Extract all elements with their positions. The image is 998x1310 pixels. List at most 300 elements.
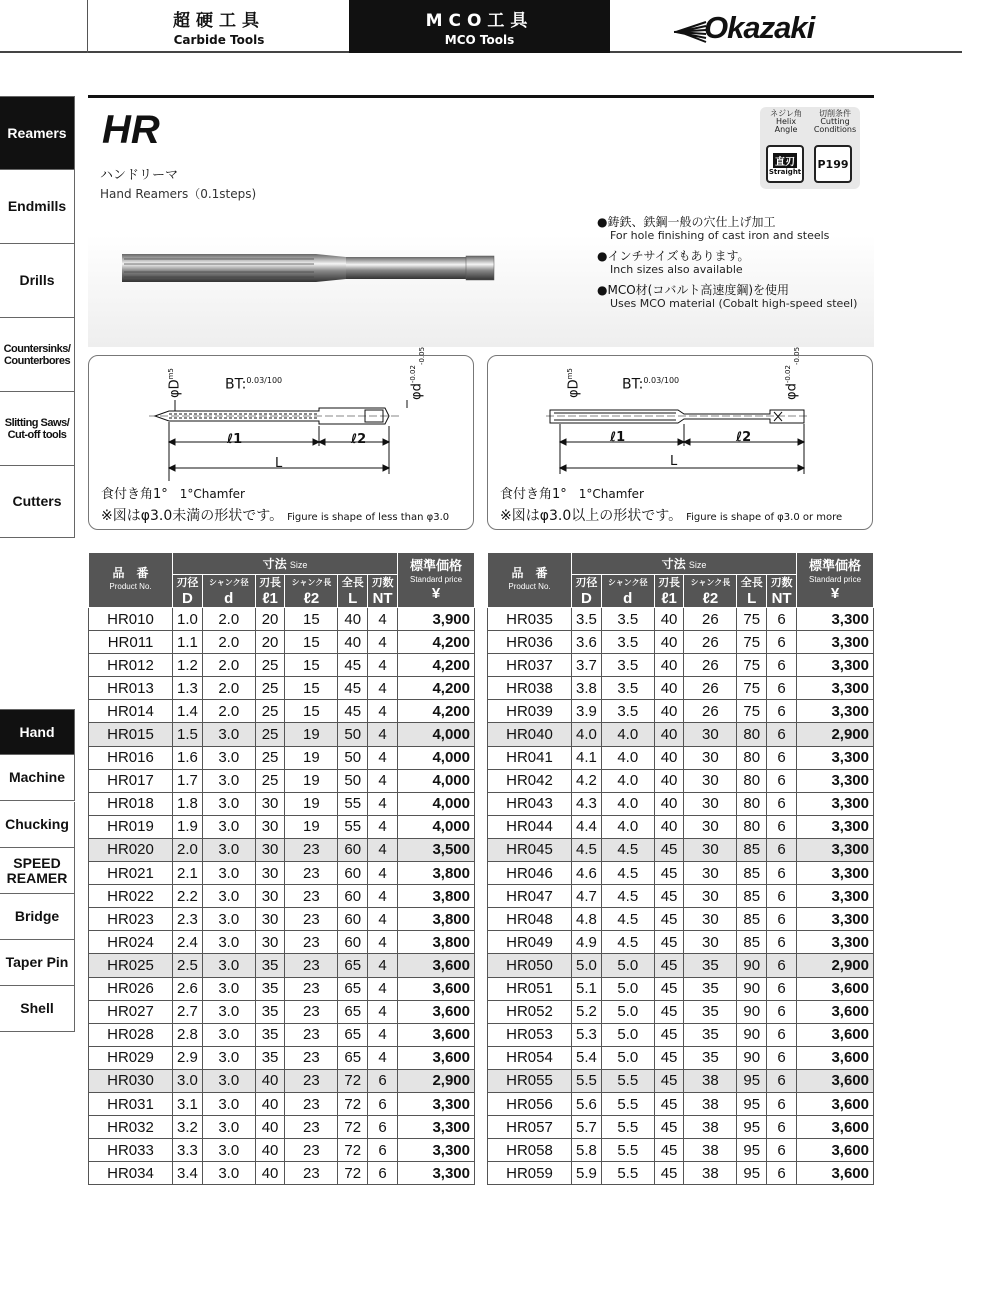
overall-length-cell: 65 bbox=[338, 1000, 368, 1023]
product-no-cell: HR010 bbox=[89, 608, 173, 631]
price-cell: 3,300 bbox=[797, 815, 874, 838]
blade-length-cell: 45 bbox=[654, 977, 684, 1000]
overall-length-cell: 80 bbox=[737, 815, 767, 838]
blade-length-cell: 30 bbox=[255, 931, 285, 954]
blade-dia-cell: 5.7 bbox=[572, 1116, 602, 1139]
price-cell: 3,600 bbox=[797, 1162, 874, 1185]
price-cell: 4,200 bbox=[398, 677, 475, 700]
flutes-cell: 4 bbox=[368, 631, 398, 654]
blade-dia-cell: 1.4 bbox=[173, 700, 203, 723]
product-no-cell: HR040 bbox=[488, 723, 572, 746]
table-header bbox=[89, 553, 475, 608]
price-cell: 4,000 bbox=[398, 723, 475, 746]
flutes-cell: 6 bbox=[767, 769, 797, 792]
overall-length-cell: 80 bbox=[737, 746, 767, 769]
flutes-cell: 6 bbox=[767, 723, 797, 746]
col-product-no: 品 番 Product No. bbox=[89, 553, 173, 608]
shank-length-cell: 38 bbox=[684, 1092, 737, 1115]
blade-length-cell: 40 bbox=[654, 723, 684, 746]
l1-label: ℓ1 bbox=[227, 432, 243, 447]
col-size-group: 寸法 Size bbox=[572, 553, 797, 575]
shank-length-cell: 15 bbox=[285, 677, 338, 700]
sidebar-item-endmills[interactable]: Endmills bbox=[0, 170, 75, 244]
product-no-cell: HR059 bbox=[488, 1162, 572, 1185]
shank-dia-cell: 2.0 bbox=[202, 654, 255, 677]
table-row bbox=[89, 1023, 475, 1046]
flutes-cell: 4 bbox=[368, 746, 398, 769]
overall-length-cell: 45 bbox=[338, 677, 368, 700]
product-banner bbox=[88, 95, 874, 347]
product-no-cell: HR038 bbox=[488, 677, 572, 700]
price-cell: 3,300 bbox=[797, 838, 874, 861]
sidebar-item-reamers[interactable]: Reamers bbox=[0, 96, 75, 170]
overall-length-cell: 72 bbox=[338, 1162, 368, 1185]
product-no-cell: HR042 bbox=[488, 769, 572, 792]
blade-length-cell: 45 bbox=[654, 1162, 684, 1185]
tab-mco-tools[interactable] bbox=[349, 0, 610, 53]
table-row bbox=[488, 908, 874, 931]
price-cell: 4,000 bbox=[398, 746, 475, 769]
sidebar-item-hand[interactable]: Hand bbox=[0, 709, 75, 755]
logo-speed-lines-icon bbox=[672, 18, 708, 46]
col-nt: 刃数 NT bbox=[368, 575, 398, 608]
shank-dia-cell: 3.0 bbox=[202, 1023, 255, 1046]
shank-length-cell: 23 bbox=[285, 1023, 338, 1046]
blade-length-cell: 45 bbox=[654, 908, 684, 931]
flutes-cell: 6 bbox=[368, 1162, 398, 1185]
bt-label: BT:$^{0.03/100}$ bbox=[622, 376, 680, 393]
overall-length-cell: 72 bbox=[338, 1139, 368, 1162]
price-cell: 2,900 bbox=[797, 723, 874, 746]
flutes-cell: 4 bbox=[368, 977, 398, 1000]
table-row bbox=[488, 1092, 874, 1115]
overall-length-cell: 60 bbox=[338, 862, 368, 885]
flutes-cell: 4 bbox=[368, 931, 398, 954]
blade-dia-cell: 4.6 bbox=[572, 862, 602, 885]
blade-dia-cell: 2.4 bbox=[173, 931, 203, 954]
table-row bbox=[89, 1046, 475, 1069]
sidebar-item-bridge[interactable]: Bridge bbox=[0, 894, 75, 940]
shank-length-cell: 26 bbox=[684, 654, 737, 677]
table-row bbox=[89, 1116, 475, 1139]
blade-dia-cell: 3.7 bbox=[572, 654, 602, 677]
blade-dia-cell: 4.0 bbox=[572, 723, 602, 746]
flutes-cell: 6 bbox=[767, 1092, 797, 1115]
flutes-cell: 6 bbox=[767, 792, 797, 815]
blade-dia-cell: 3.2 bbox=[173, 1116, 203, 1139]
cutting-conditions-icon[interactable] bbox=[814, 145, 852, 183]
helix-en2: Angle bbox=[774, 125, 798, 134]
shank-dia-cell: 3.0 bbox=[202, 908, 255, 931]
overall-length-cell: 90 bbox=[737, 1000, 767, 1023]
blade-dia-cell: 5.4 bbox=[572, 1046, 602, 1069]
product-no-cell: HR021 bbox=[89, 862, 173, 885]
overall-length-cell: 85 bbox=[737, 838, 767, 861]
sidebar-item-slitting-saws-cut-off-tools[interactable]: Slitting Saws/ Cut-off tools bbox=[0, 392, 75, 466]
blade-dia-cell: 2.3 bbox=[173, 908, 203, 931]
sidebar-item-taper-pin[interactable]: Taper Pin bbox=[0, 940, 75, 986]
reamer-dimension-drawing bbox=[488, 356, 874, 481]
header-spacer bbox=[0, 0, 88, 53]
shank-length-cell: 23 bbox=[285, 1000, 338, 1023]
note-jp: ※図はφ3.0未満の形状です。 bbox=[101, 508, 284, 524]
table-row bbox=[488, 792, 874, 815]
flutes-cell: 6 bbox=[767, 908, 797, 931]
shank-dia-cell: 3.0 bbox=[202, 1092, 255, 1115]
overall-length-cell: 95 bbox=[737, 1139, 767, 1162]
overall-length-cell: 50 bbox=[338, 769, 368, 792]
flutes-cell: 4 bbox=[368, 1046, 398, 1069]
product-no-cell: HR020 bbox=[89, 838, 173, 861]
price-cell: 4,000 bbox=[398, 815, 475, 838]
cond-jp: 切削条件 bbox=[819, 109, 851, 118]
table-row bbox=[488, 885, 874, 908]
shank-dia-cell: 4.0 bbox=[601, 815, 654, 838]
overall-length-cell: 60 bbox=[338, 838, 368, 861]
spec-table-left bbox=[88, 552, 475, 1185]
col-product-no: 品 番 Product No. bbox=[488, 553, 572, 608]
shank-dia-cell: 4.5 bbox=[601, 838, 654, 861]
product-no-cell: HR022 bbox=[89, 885, 173, 908]
tab-mco-jp: MCO工具 bbox=[425, 11, 534, 31]
price-cell: 3,300 bbox=[398, 1162, 475, 1185]
blade-length-cell: 40 bbox=[654, 792, 684, 815]
table-row bbox=[89, 723, 475, 746]
shank-dia-cell: 5.5 bbox=[601, 1162, 654, 1185]
note-jp: ※図はφ3.0以上の形状です。 bbox=[500, 508, 683, 524]
sidebar-item-speed-reamer[interactable]: SPEED REAMER bbox=[0, 848, 75, 894]
product-no-cell: HR032 bbox=[89, 1116, 173, 1139]
blade-length-cell: 30 bbox=[255, 908, 285, 931]
helix-symbol: 直刃 bbox=[773, 153, 797, 168]
shank-length-cell: 30 bbox=[684, 885, 737, 908]
blade-length-cell: 40 bbox=[255, 1092, 285, 1115]
table-row bbox=[488, 700, 874, 723]
table-body bbox=[488, 608, 874, 1185]
shank-dia-cell: 2.0 bbox=[202, 608, 255, 631]
price-cell: 3,600 bbox=[797, 977, 874, 1000]
sidebar-item-shell[interactable]: Shell bbox=[0, 986, 75, 1032]
shank-length-cell: 30 bbox=[684, 792, 737, 815]
L-label: L bbox=[670, 454, 678, 469]
logo-text: Okazaki bbox=[704, 10, 815, 45]
overall-length-cell: 90 bbox=[737, 977, 767, 1000]
overall-length-cell: 95 bbox=[737, 1162, 767, 1185]
product-no-cell: HR016 bbox=[89, 746, 173, 769]
shank-dia-cell: 3.0 bbox=[202, 1116, 255, 1139]
shank-length-cell: 19 bbox=[285, 792, 338, 815]
blade-dia-cell: 3.9 bbox=[572, 700, 602, 723]
blade-length-cell: 25 bbox=[255, 677, 285, 700]
product-no-cell: HR037 bbox=[488, 654, 572, 677]
flutes-cell: 4 bbox=[368, 862, 398, 885]
shank-length-cell: 23 bbox=[285, 1116, 338, 1139]
table-row bbox=[89, 631, 475, 654]
table-row bbox=[89, 608, 475, 631]
price-cell: 3,800 bbox=[398, 931, 475, 954]
product-no-cell: HR029 bbox=[89, 1046, 173, 1069]
l1-label: ℓ1 bbox=[610, 430, 626, 445]
sidebar-item-machine[interactable]: Machine bbox=[0, 755, 75, 801]
flutes-cell: 6 bbox=[767, 862, 797, 885]
shank-length-cell: 38 bbox=[684, 1116, 737, 1139]
col-price: 標準価格 Standard price ¥ bbox=[398, 553, 475, 608]
col-d: シャンク径 d bbox=[202, 575, 255, 608]
blade-length-cell: 40 bbox=[255, 1162, 285, 1185]
shank-dia-cell: 3.0 bbox=[202, 1162, 255, 1185]
blade-length-cell: 40 bbox=[654, 608, 684, 631]
blade-length-cell: 35 bbox=[255, 1046, 285, 1069]
blade-length-cell: 40 bbox=[255, 1069, 285, 1092]
flutes-cell: 6 bbox=[767, 608, 797, 631]
blade-dia-cell: 4.1 bbox=[572, 746, 602, 769]
phiD-label: $\varphi D^{m5}$ bbox=[566, 368, 582, 398]
sidebar-item-cutters[interactable]: Cutters bbox=[0, 466, 75, 538]
blade-dia-cell: 1.8 bbox=[173, 792, 203, 815]
flutes-cell: 4 bbox=[368, 815, 398, 838]
shank-dia-cell: 3.5 bbox=[601, 631, 654, 654]
shank-length-cell: 15 bbox=[285, 631, 338, 654]
flutes-cell: 4 bbox=[368, 654, 398, 677]
spec-table-right bbox=[487, 552, 874, 1185]
blade-length-cell: 45 bbox=[654, 1069, 684, 1092]
flutes-cell: 6 bbox=[767, 700, 797, 723]
sidebar-item-chucking[interactable]: Chucking bbox=[0, 802, 75, 848]
product-no-cell: HR030 bbox=[89, 1069, 173, 1092]
product-no-cell: HR057 bbox=[488, 1116, 572, 1139]
shank-dia-cell: 3.0 bbox=[202, 1000, 255, 1023]
blade-dia-cell: 5.5 bbox=[572, 1069, 602, 1092]
price-cell: 3,600 bbox=[797, 1000, 874, 1023]
blade-dia-cell: 4.9 bbox=[572, 931, 602, 954]
product-no-cell: HR058 bbox=[488, 1139, 572, 1162]
shank-dia-cell: 4.5 bbox=[601, 931, 654, 954]
overall-length-cell: 65 bbox=[338, 1023, 368, 1046]
price-cell: 3,600 bbox=[398, 1046, 475, 1069]
blade-length-cell: 45 bbox=[654, 1046, 684, 1069]
shank-dia-cell: 3.0 bbox=[202, 1069, 255, 1092]
flutes-cell: 6 bbox=[767, 1162, 797, 1185]
blade-length-cell: 30 bbox=[255, 838, 285, 861]
col-d: 刃径 D bbox=[173, 575, 203, 608]
flutes-cell: 6 bbox=[767, 954, 797, 977]
feature-3-en: Uses MCO material (Cobalt high-speed steel) bbox=[610, 297, 858, 310]
shank-length-cell: 15 bbox=[285, 654, 338, 677]
shank-length-cell: 23 bbox=[285, 1069, 338, 1092]
table-row bbox=[89, 815, 475, 838]
blade-length-cell: 45 bbox=[654, 1116, 684, 1139]
price-cell: 3,300 bbox=[398, 1139, 475, 1162]
price-cell: 3,300 bbox=[797, 654, 874, 677]
overall-length-cell: 72 bbox=[338, 1092, 368, 1115]
tab-carbide-tools[interactable] bbox=[89, 0, 349, 53]
table-row bbox=[89, 838, 475, 861]
overall-length-cell: 50 bbox=[338, 723, 368, 746]
table-body bbox=[89, 608, 475, 1185]
blade-dia-cell: 3.6 bbox=[572, 631, 602, 654]
shank-dia-cell: 4.5 bbox=[601, 862, 654, 885]
overall-length-cell: 65 bbox=[338, 1046, 368, 1069]
helix-angle-header bbox=[766, 110, 806, 134]
cond-page-ref: P199 bbox=[817, 157, 849, 171]
price-cell: 3,300 bbox=[797, 769, 874, 792]
shank-dia-cell: 3.0 bbox=[202, 885, 255, 908]
shank-dia-cell: 3.0 bbox=[202, 977, 255, 1000]
col-price: 標準価格 Standard price ¥ bbox=[797, 553, 874, 608]
shank-length-cell: 23 bbox=[285, 954, 338, 977]
overall-length-cell: 50 bbox=[338, 746, 368, 769]
blade-dia-cell: 1.5 bbox=[173, 723, 203, 746]
flutes-cell: 6 bbox=[767, 631, 797, 654]
col-ℓ2: シャンク長 ℓ2 bbox=[285, 575, 338, 608]
overall-length-cell: 60 bbox=[338, 885, 368, 908]
table-row bbox=[488, 1000, 874, 1023]
price-cell: 2,900 bbox=[398, 1069, 475, 1092]
shank-length-cell: 30 bbox=[684, 908, 737, 931]
shank-length-cell: 30 bbox=[684, 931, 737, 954]
shank-length-cell: 19 bbox=[285, 815, 338, 838]
blade-length-cell: 40 bbox=[654, 815, 684, 838]
shank-length-cell: 26 bbox=[684, 677, 737, 700]
flutes-cell: 6 bbox=[767, 746, 797, 769]
shape-note bbox=[101, 505, 449, 525]
chamfer-jp: 食付き角1° bbox=[500, 487, 567, 502]
flutes-cell: 4 bbox=[368, 677, 398, 700]
shank-length-cell: 35 bbox=[684, 977, 737, 1000]
blade-length-cell: 45 bbox=[654, 1000, 684, 1023]
product-no-cell: HR026 bbox=[89, 977, 173, 1000]
shank-dia-cell: 3.0 bbox=[202, 931, 255, 954]
blade-dia-cell: 5.8 bbox=[572, 1139, 602, 1162]
product-no-cell: HR044 bbox=[488, 815, 572, 838]
shank-length-cell: 35 bbox=[684, 1000, 737, 1023]
blade-length-cell: 25 bbox=[255, 654, 285, 677]
shank-length-cell: 35 bbox=[684, 954, 737, 977]
feature-3-jp: ●MCO材(コバルト高速度鋼)を使用 bbox=[597, 283, 790, 297]
blade-dia-cell: 1.1 bbox=[173, 631, 203, 654]
shank-length-cell: 23 bbox=[285, 1046, 338, 1069]
l2-label: ℓ2 bbox=[736, 430, 752, 445]
shank-length-cell: 26 bbox=[684, 608, 737, 631]
overall-length-cell: 45 bbox=[338, 654, 368, 677]
sidebar-item-countersinks-counterbores[interactable]: Countersinks/ Counterbores bbox=[0, 318, 75, 392]
tab-mco-en: MCO Tools bbox=[444, 33, 515, 47]
product-no-cell: HR024 bbox=[89, 931, 173, 954]
flutes-cell: 6 bbox=[767, 1000, 797, 1023]
table-row bbox=[488, 677, 874, 700]
price-cell: 3,600 bbox=[797, 1046, 874, 1069]
col-ℓ1: 刃長 ℓ1 bbox=[654, 575, 684, 608]
blade-dia-cell: 1.0 bbox=[173, 608, 203, 631]
blade-length-cell: 25 bbox=[255, 746, 285, 769]
blade-length-cell: 25 bbox=[255, 769, 285, 792]
flutes-cell: 6 bbox=[767, 1116, 797, 1139]
table-row bbox=[488, 931, 874, 954]
shank-length-cell: 35 bbox=[684, 1023, 737, 1046]
table-row bbox=[488, 1162, 874, 1185]
blade-length-cell: 45 bbox=[654, 862, 684, 885]
blade-dia-cell: 4.7 bbox=[572, 885, 602, 908]
blade-length-cell: 45 bbox=[654, 1139, 684, 1162]
shank-dia-cell: 5.0 bbox=[601, 954, 654, 977]
flutes-cell: 6 bbox=[767, 838, 797, 861]
table-row bbox=[488, 1069, 874, 1092]
flutes-cell: 6 bbox=[767, 1023, 797, 1046]
blade-dia-cell: 3.1 bbox=[173, 1092, 203, 1115]
blade-length-cell: 35 bbox=[255, 954, 285, 977]
blade-dia-cell: 4.5 bbox=[572, 838, 602, 861]
product-no-cell: HR011 bbox=[89, 631, 173, 654]
blade-dia-cell: 3.8 bbox=[572, 677, 602, 700]
blade-length-cell: 35 bbox=[255, 1023, 285, 1046]
shank-dia-cell: 5.0 bbox=[601, 977, 654, 1000]
price-cell: 3,900 bbox=[398, 608, 475, 631]
product-no-cell: HR053 bbox=[488, 1023, 572, 1046]
flutes-cell: 6 bbox=[368, 1092, 398, 1115]
blade-dia-cell: 1.2 bbox=[173, 654, 203, 677]
blade-dia-cell: 2.9 bbox=[173, 1046, 203, 1069]
blade-dia-cell: 3.0 bbox=[173, 1069, 203, 1092]
blade-dia-cell: 2.8 bbox=[173, 1023, 203, 1046]
price-cell: 3,300 bbox=[797, 677, 874, 700]
price-cell: 3,600 bbox=[797, 1069, 874, 1092]
blade-dia-cell: 4.3 bbox=[572, 792, 602, 815]
table-row bbox=[89, 677, 475, 700]
overall-length-cell: 85 bbox=[737, 862, 767, 885]
product-no-cell: HR025 bbox=[89, 954, 173, 977]
product-no-cell: HR052 bbox=[488, 1000, 572, 1023]
blade-length-cell: 30 bbox=[255, 792, 285, 815]
shank-length-cell: 23 bbox=[285, 885, 338, 908]
product-no-cell: HR039 bbox=[488, 700, 572, 723]
overall-length-cell: 95 bbox=[737, 1092, 767, 1115]
note-en: Figure is shape of φ3.0 or more bbox=[686, 512, 843, 523]
sidebar-item-drills[interactable]: Drills bbox=[0, 244, 75, 318]
product-no-cell: HR056 bbox=[488, 1092, 572, 1115]
shank-dia-cell: 5.5 bbox=[601, 1092, 654, 1115]
blade-length-cell: 35 bbox=[255, 977, 285, 1000]
blade-dia-cell: 1.6 bbox=[173, 746, 203, 769]
overall-length-cell: 40 bbox=[338, 631, 368, 654]
price-cell: 3,600 bbox=[398, 1000, 475, 1023]
table-row bbox=[89, 792, 475, 815]
shank-dia-cell: 4.0 bbox=[601, 769, 654, 792]
price-cell: 3,300 bbox=[797, 885, 874, 908]
table-row bbox=[488, 654, 874, 677]
blade-length-cell: 30 bbox=[255, 885, 285, 908]
flutes-cell: 6 bbox=[767, 1139, 797, 1162]
overall-length-cell: 85 bbox=[737, 885, 767, 908]
table-row bbox=[488, 1116, 874, 1139]
feature-2-jp: ●インチサイズもあります。 bbox=[597, 249, 750, 263]
table-row bbox=[488, 815, 874, 838]
price-cell: 3,600 bbox=[398, 1023, 475, 1046]
shank-length-cell: 35 bbox=[684, 1046, 737, 1069]
table-row bbox=[488, 977, 874, 1000]
table-row bbox=[89, 862, 475, 885]
helix-en1: Helix bbox=[775, 117, 797, 126]
chamfer-label bbox=[101, 483, 245, 502]
shank-length-cell: 30 bbox=[684, 723, 737, 746]
shank-length-cell: 38 bbox=[684, 1139, 737, 1162]
blade-length-cell: 40 bbox=[654, 769, 684, 792]
blade-length-cell: 40 bbox=[654, 700, 684, 723]
blade-dia-cell: 2.6 bbox=[173, 977, 203, 1000]
blade-length-cell: 40 bbox=[654, 654, 684, 677]
feature-2-en: Inch sizes also available bbox=[610, 263, 743, 276]
product-no-cell: HR048 bbox=[488, 908, 572, 931]
blade-length-cell: 40 bbox=[654, 746, 684, 769]
